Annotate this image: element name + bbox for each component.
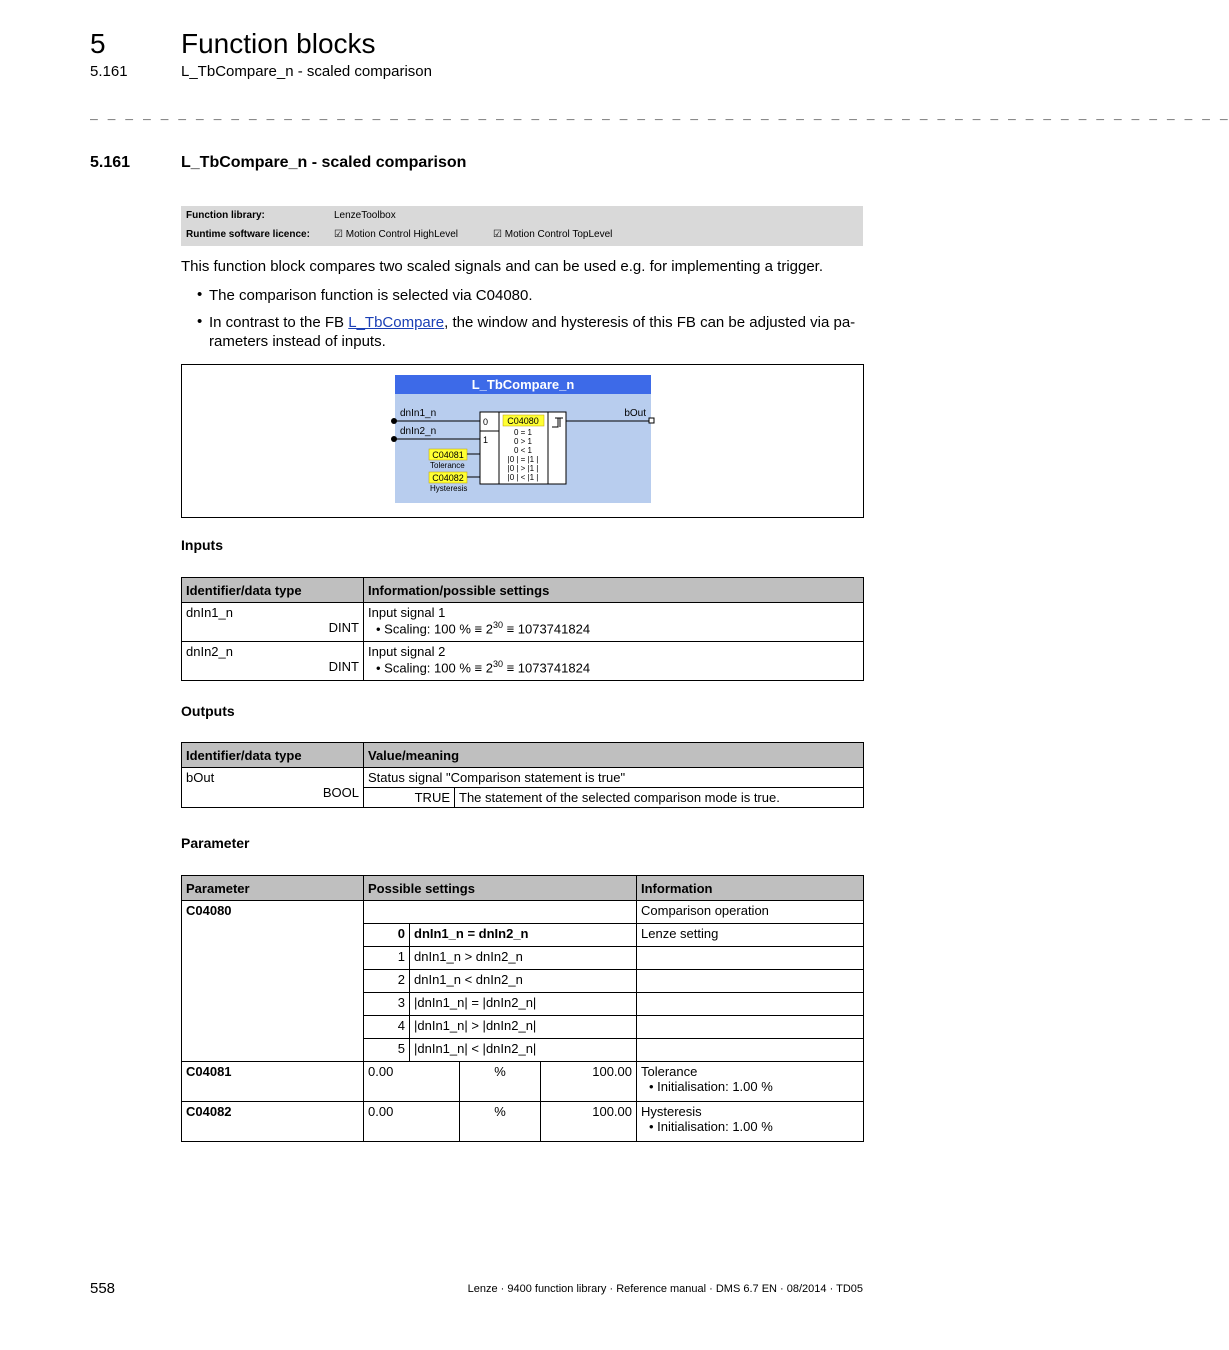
parameter-table — [181, 875, 864, 1142]
scaling-exponent: 30 — [492, 659, 503, 669]
bullet-comparison — [197, 286, 863, 306]
status-info: Status signal "Comparison statement is true" — [364, 768, 864, 788]
scaling-pre: • Scaling: 100 % ≡ 2 — [376, 621, 493, 637]
bullet-text: The comparison function is selected via C04080. — [209, 287, 533, 304]
option-info: Lenze setting — [637, 924, 864, 947]
option-info — [637, 947, 864, 970]
param-code: C04080 — [182, 901, 364, 1062]
bullet-text — [209, 313, 863, 351]
data-type: DINT — [328, 659, 359, 674]
mode-0: 0 = 1 — [513, 428, 533, 437]
option-number: 2 — [364, 970, 410, 993]
mode-1: 0 > 1 — [513, 437, 533, 446]
meaning-cell: The statement of the selected comparison mode is true. — [455, 788, 864, 808]
outputs-table — [181, 742, 864, 808]
hysteresis-label: Hysteresis — [430, 484, 468, 493]
section-title: L_TbCompare_n - scaled comparison — [181, 154, 467, 171]
outputs-col-value: Value/meaning — [364, 743, 864, 768]
param-init: • Initialisation: 1.00 % — [649, 1119, 773, 1134]
c04081-label: C04081 — [432, 450, 464, 460]
scaling-detail — [368, 620, 859, 636]
inputs-table — [181, 577, 864, 681]
identifier-name: dnIn2_n — [186, 644, 233, 659]
option-number: 3 — [364, 993, 410, 1016]
bullet-contrast — [197, 313, 863, 353]
scaling-post: ≡ 1073741824 — [502, 621, 591, 637]
chapter-title: Function blocks — [181, 28, 376, 59]
header-section-number: 5.161 — [90, 63, 128, 80]
tolerance-label: Tolerance — [430, 461, 465, 470]
option-label: |dnIn1_n| < |dnIn2_n| — [410, 1039, 637, 1062]
licence-toplevel: ☑ Motion Control TopLevel — [493, 229, 613, 240]
param-col-parameter: Parameter — [182, 876, 364, 901]
option-number: 0 — [364, 924, 410, 947]
identifier-name: dnIn1_n — [186, 605, 233, 620]
parameter-heading: Parameter — [181, 835, 250, 851]
param-info: Comparison operation — [637, 901, 864, 924]
option-label: dnIn1_n > dnIn2_n — [410, 947, 637, 970]
library-value: LenzeToolbox — [334, 210, 396, 221]
scaling-pre: • Scaling: 100 % ≡ 2 — [376, 660, 493, 676]
table-row — [182, 768, 864, 788]
c04080-label: C04080 — [507, 416, 539, 426]
intro-paragraph: This function block compares two scaled signals and can be used e.g. for implementing a trigger. — [181, 258, 824, 275]
l-tbcompare-link[interactable]: L_TbCompare — [348, 314, 445, 331]
page-number: 558 — [90, 1280, 116, 1297]
option-label: dnIn1_n = dnIn2_n — [410, 924, 637, 947]
inputs-col-info: Information/possible settings — [364, 578, 864, 603]
option-info — [637, 1016, 864, 1039]
bullet-text-line1: , the window and hysteresis of this FB can be adjusted via pa- — [444, 314, 856, 331]
table-row — [182, 603, 864, 642]
inputs-col-identifier: Identifier/data type — [182, 578, 364, 603]
option-label: |dnIn1_n| > |dnIn2_n| — [410, 1016, 637, 1039]
block-title: L_TbCompare_n — [471, 377, 575, 392]
param-min: 0.00 — [364, 1102, 460, 1142]
info-text: Input signal 1 — [368, 605, 446, 620]
param-info: Tolerance — [641, 1064, 698, 1079]
info-text: Input signal 2 — [368, 644, 446, 659]
option-info — [637, 1039, 864, 1062]
option-label: |dnIn1_n| = |dnIn2_n| — [410, 993, 637, 1016]
identifier-name: bOut — [186, 770, 215, 785]
pin-0: 0 — [483, 417, 489, 427]
option-number: 1 — [364, 947, 410, 970]
option-label: dnIn1_n < dnIn2_n — [410, 970, 637, 993]
empty-cell — [364, 901, 637, 924]
header-section-title: L_TbCompare_n - scaled comparison — [181, 63, 432, 80]
table-header-row — [182, 743, 864, 768]
param-unit: % — [460, 1102, 541, 1142]
mode-2: 0 < 1 — [513, 446, 533, 455]
section-number: 5.161 — [90, 154, 131, 171]
param-init: • Initialisation: 1.00 % — [649, 1079, 773, 1094]
value-cell: TRUE — [364, 788, 455, 808]
mode-3: |0 | = |1 | — [507, 455, 539, 464]
identifier-cell — [182, 642, 364, 681]
param-col-settings: Possible settings — [364, 876, 637, 901]
function-block-diagram — [181, 364, 864, 518]
mode-4: |0 | > |1 | — [507, 464, 539, 473]
library-label: Function library: — [186, 210, 265, 221]
info-cell — [364, 603, 864, 642]
input-2-label: dnIn2_n — [400, 426, 437, 437]
licence-label: Runtime software licence: — [186, 229, 310, 240]
info-cell — [364, 642, 864, 681]
bullet-text-line2: rameters instead of inputs. — [209, 333, 386, 350]
pin-1: 1 — [483, 435, 489, 445]
param-col-information: Information — [637, 876, 864, 901]
scaling-exponent: 30 — [492, 620, 503, 630]
identifier-cell — [182, 603, 364, 642]
footer-reference: Lenze · 9400 function library · Reference manual · DMS 6.7 EN · 08/2014 · TD05 — [467, 1283, 863, 1295]
bullet-symbol: • — [197, 286, 203, 303]
diagram-svg — [182, 365, 863, 517]
mode-5: |0 | < |1 | — [507, 473, 539, 482]
output-label: bOut — [624, 408, 646, 419]
param-info-cell — [637, 1102, 864, 1142]
outputs-col-identifier: Identifier/data type — [182, 743, 364, 768]
scaling-post: ≡ 1073741824 — [502, 660, 591, 676]
param-unit: % — [460, 1062, 541, 1102]
table-row — [182, 1102, 864, 1142]
input-1-label: dnIn1_n — [400, 408, 437, 419]
option-info — [637, 993, 864, 1016]
option-number: 5 — [364, 1039, 410, 1062]
option-info — [637, 970, 864, 993]
output-terminal — [649, 418, 654, 423]
library-info-box — [181, 206, 863, 246]
table-header-row — [182, 876, 864, 901]
bullet-symbol: • — [197, 313, 203, 330]
param-code: C04082 — [182, 1102, 364, 1142]
outputs-heading: Outputs — [181, 703, 235, 719]
param-info: Hysteresis — [641, 1104, 702, 1119]
identifier-cell — [182, 768, 364, 808]
param-max: 100.00 — [541, 1102, 637, 1142]
header-separator: _ _ _ _ _ _ _ _ _ _ _ _ _ _ _ _ _ _ _ _ _ _ _ _ _ _ _ _ _ _ _ _ _ _ _ _ _ _ _ _ _ _ _ _ _ _ _ _ _ _ _ _ _ _ _ _ _ _ _ _ _ _ _ _ _ — [90, 106, 1229, 121]
chapter-number: 5 — [90, 28, 106, 59]
table-row — [182, 1062, 864, 1102]
bullet-text-pre: In contrast to the FB — [209, 314, 349, 331]
table-row — [182, 642, 864, 681]
param-max: 100.00 — [541, 1062, 637, 1102]
licence-highlevel: ☑ Motion Control HighLevel — [334, 229, 459, 240]
data-type: BOOL — [322, 785, 359, 800]
inputs-heading: Inputs — [181, 537, 223, 553]
option-number: 4 — [364, 1016, 410, 1039]
param-min: 0.00 — [364, 1062, 460, 1102]
param-code: C04081 — [182, 1062, 364, 1102]
table-row — [182, 901, 864, 924]
scaling-detail — [368, 659, 859, 675]
param-info-cell — [637, 1062, 864, 1102]
data-type: DINT — [328, 620, 359, 635]
table-header-row — [182, 578, 864, 603]
c04082-label: C04082 — [432, 473, 464, 483]
